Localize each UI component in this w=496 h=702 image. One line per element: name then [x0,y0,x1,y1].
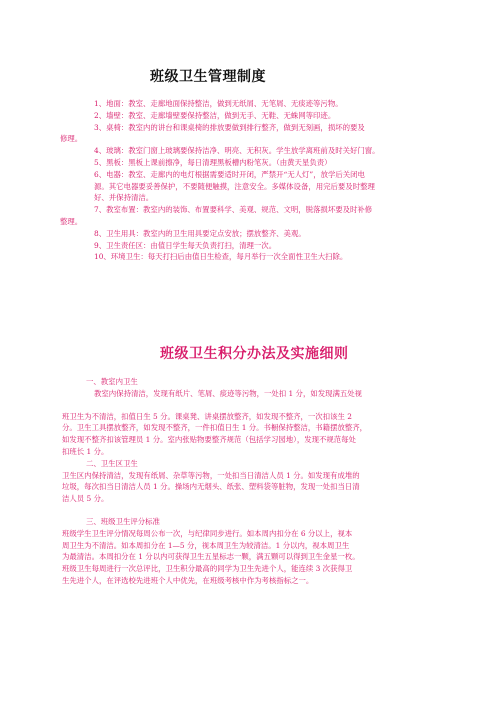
rule-line: 5、黑板：黑板上课前擦净，每日清理黑板槽内粉笔灰。（由黄天星负责） [94,157,332,167]
rule-line: 4、玻璃：教室门窗上玻璃要保持洁净、明亮、无积灰。学生放学离班前及时关好门窗。 [94,146,380,156]
body-line: 如发现不整齐扣该管理员 1 分。室内张贴物要整齐规范（包括学习园地），发现不规范每处 [62,435,356,445]
rule-line: 修理。 [60,134,83,144]
section-heading: 三、班级卫生评分标准 [86,516,160,526]
body-line: 生先进个人，在评选校先进班个人中优先，在班级考核中作为考核指标之一。 [62,575,314,585]
rule-line: 1、地面：教室、走廊地面保持整洁，做到无纸屑、无笔屑、无痰迹等污物。 [94,99,343,108]
rule-line: 10、环境卫生：每天打扫后由值日生检查，每月举行一次全面性卫生大扫除。 [94,252,348,262]
rule-line: 8、卫生用具：教室内的卫生用具要定点安放；摆放整齐、美观。 [94,228,306,238]
body-line: 教室内保持清洁，发现有纸片、笔屑、痰迹等污物，一处扣 1 分，如发现满五处视 [94,388,363,398]
title-scoring-method: 班级卫生积分办法及实施细则 [160,346,349,362]
body-line: 扣班长 1 分。 [62,446,109,456]
spacer [62,400,482,411]
body-line: 班级卫生每周进行一次总评比，卫生积分最高的同学为卫生先进个人，能连续 3 次获得卫 [62,564,353,574]
rule-line: 6、电器：教室、走廊内的电灯根据需要适时开闭，严禁开“无人灯”，放学后关闭电 [94,169,365,179]
title-hygiene-rules: 班级卫生管理制度 [150,69,266,85]
body-line: 为最清洁。本周扣分在 1 分以内可获得卫生五星标志一颗，满五颗可以得到卫生金星一枚。 [62,552,360,562]
rule-line: 源。其它电器要妥善保护，不要随便触摸，注意安全。多媒体设备，用完后要及时整理 [94,181,375,191]
section-heading: 二、卫生区卫生 [86,458,138,468]
body-line: 班卫生为不清洁，扣值日生 5 分。课桌凳、讲桌摆放整齐，如发现不整齐，一次扣该生 2 [62,411,352,421]
body-line: 周卫生为不清洁。如本周扣分在 1—5 分，视本周卫生为较清洁。1 分以内，视本周卫生 [62,540,350,550]
rule-line: 整理。 [60,216,83,226]
body-line: 卫生区内保持清洁，发现有纸屑、杂草等污物，一处扣当日清洁人员 1 分。如发现有成堆的 [62,470,360,480]
rule-line: 好、并保持清洁。 [94,193,154,203]
rule-line: 7、教室布置：教室内的装饰、布置要科学、美观、规范、文明，脱落损坏要及时补修 [94,205,373,215]
hygiene-rules-list [60,98,480,263]
body-line: 洁人员 5 分。 [62,494,109,504]
scoring-method-body [62,376,482,587]
body-line: 垃圾，每次扣当日清洁人员 1 分。操场内无烟头、纸张、塑料袋等脏物，发现一处扣当日清 [62,482,360,492]
rule-line: 9、卫生责任区：由值日学生每天负责打扫，清理一次。 [94,240,277,250]
spacer [62,505,482,516]
section-heading: 一、教室内卫生 [86,377,138,386]
body-line: 班级学生卫生评分情况每周公布一次，与纪律同步进行。如本周内扣分在 6 分以上，视本 [62,528,353,538]
rule-line: 2、墙壁：教室、走廊墙壁要保持整洁，做到无手、无鞋、无蛛网等印迹。 [94,110,336,120]
rule-line: 3、桌椅：教室内的讲台和课桌椅的排放要做到排行整齐，做到无刻画，损坏的要及 [94,122,365,132]
body-line: 分。卫生工具摆放整齐，如发现不整齐，一件扣值日生 1 分。书橱保持整洁，书籍摆放整齐， [62,423,368,433]
